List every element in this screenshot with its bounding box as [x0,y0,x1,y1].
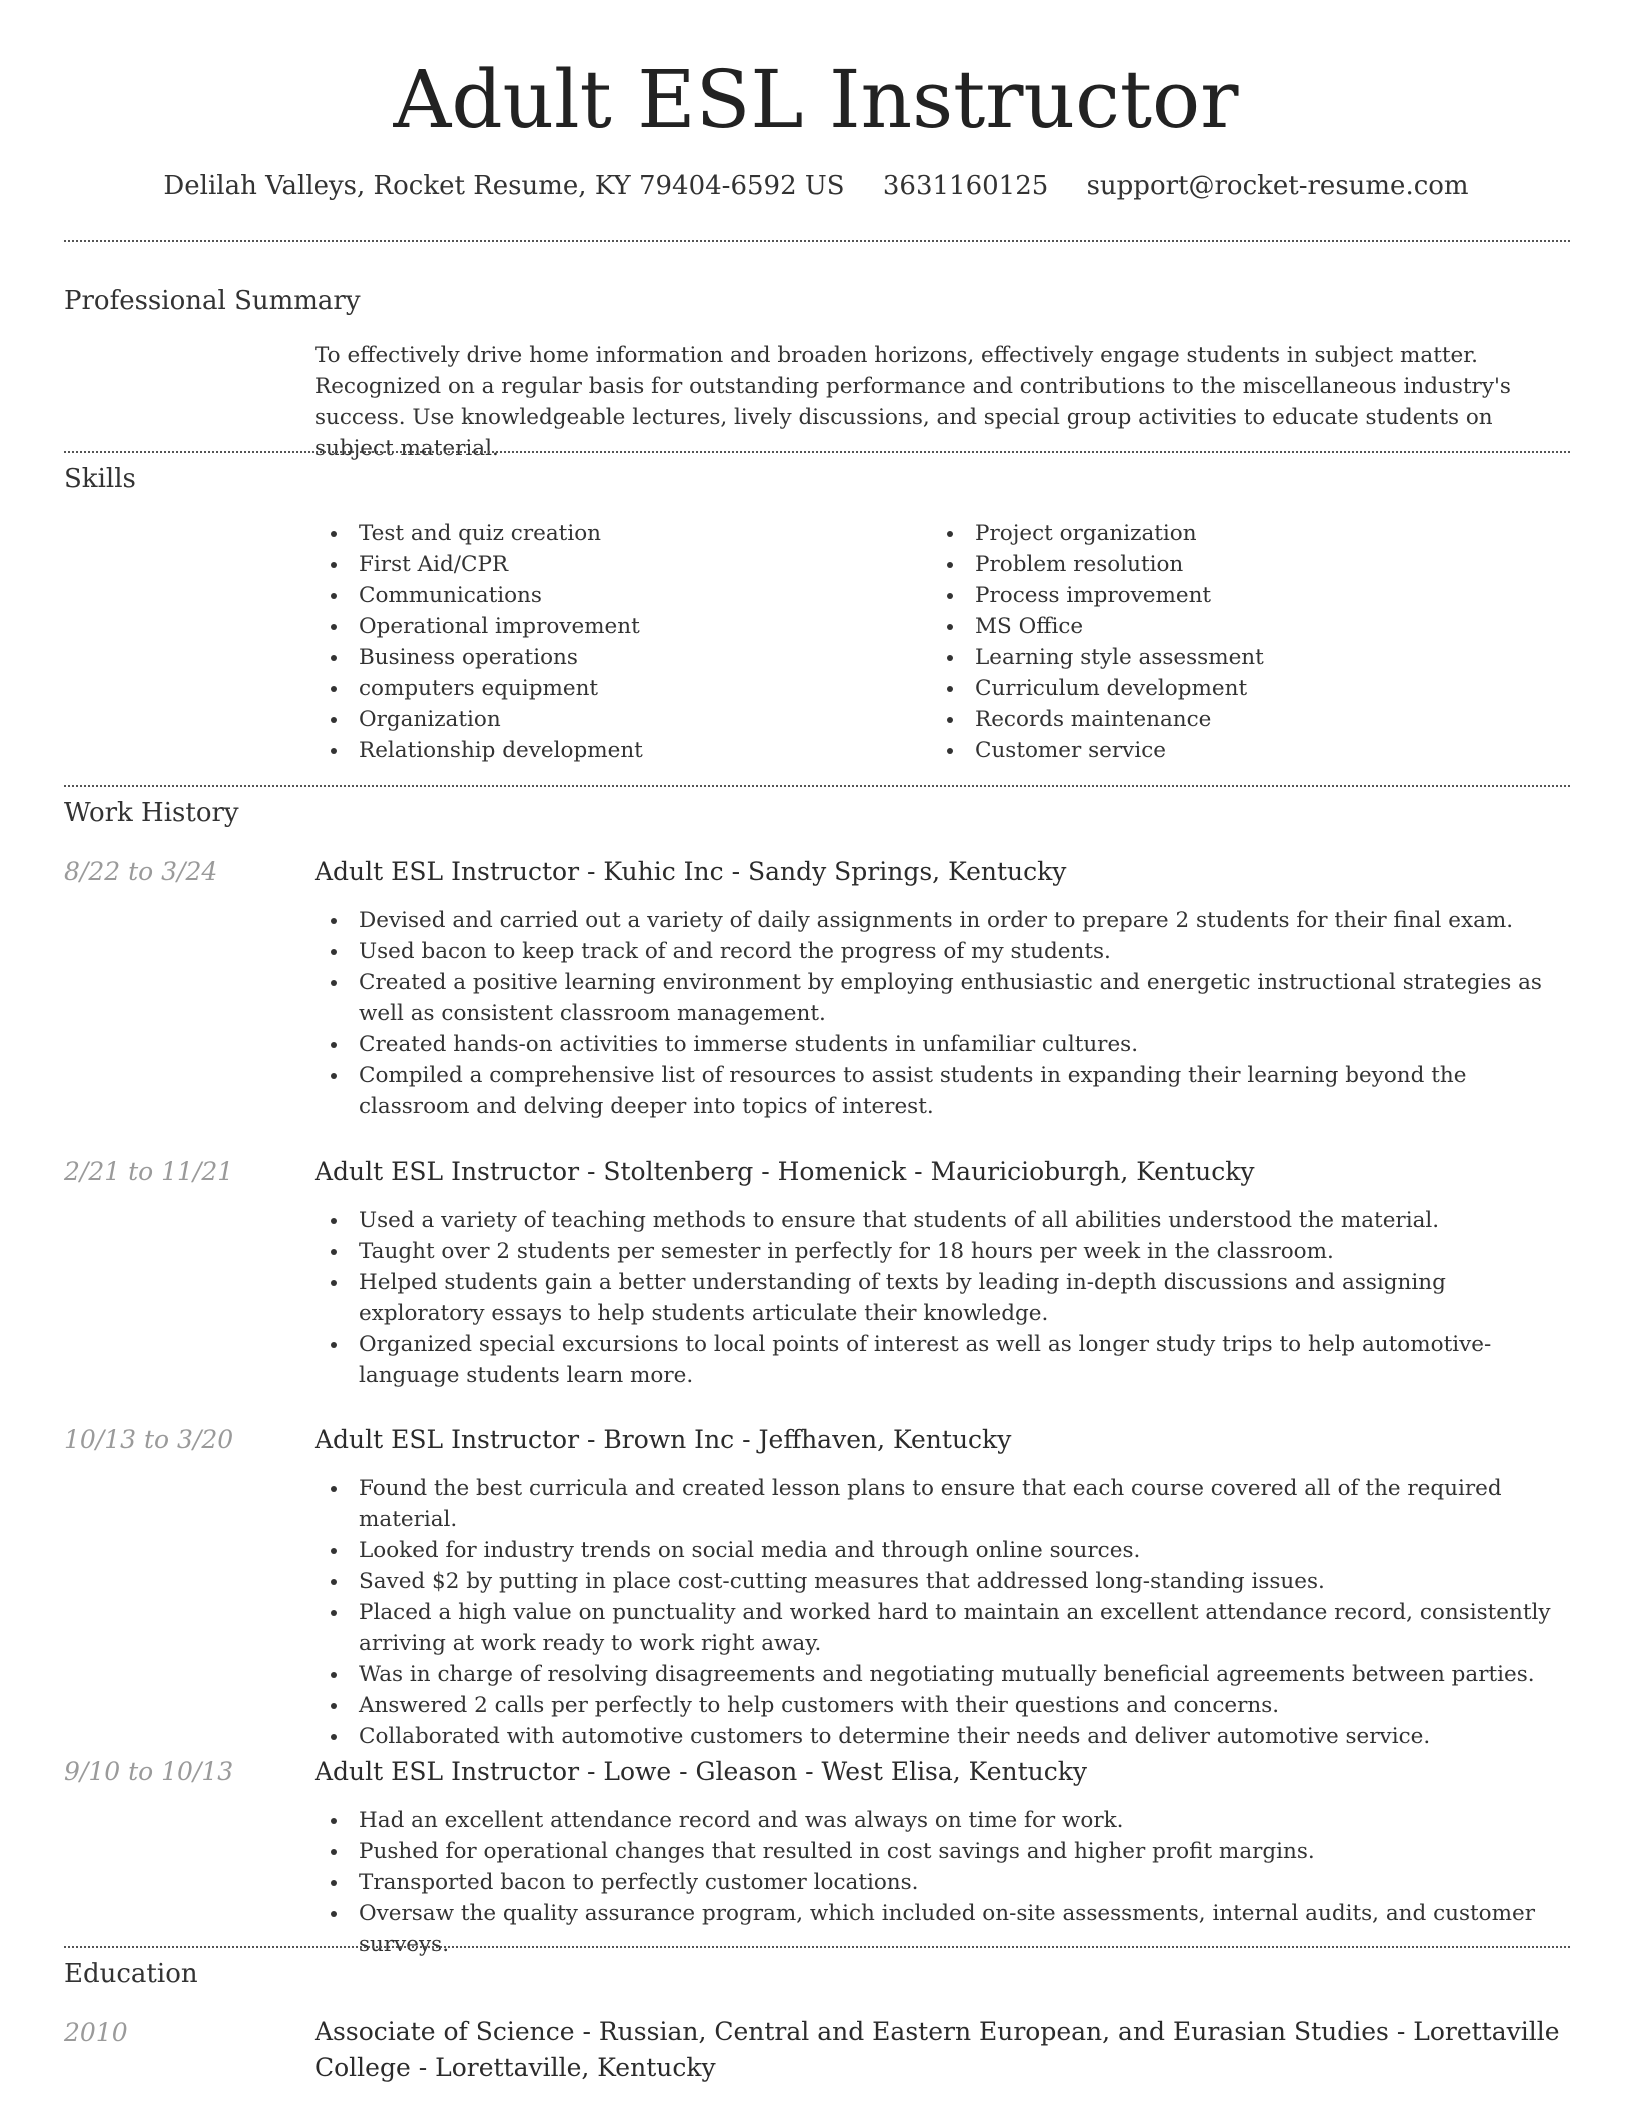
skill-item: MS Office [931,611,1551,642]
job-bullet: Used a variety of teaching methods to ensure that students of all abilities understood the material. [315,1205,1570,1236]
skill-item: Curriculum development [931,673,1551,704]
contact-line [0,170,1632,202]
job-date: 9/10 to 10/13 [64,1757,234,1786]
skill-item: Project organization [931,518,1551,549]
job-title: Adult ESL Instructor - Brown Inc - Jeffhaven, Kentucky [315,1425,1012,1454]
section-divider [64,240,1570,242]
job-bullet: Saved $2 by putting in place cost-cutting measures that addressed long-standing issues. [315,1566,1570,1597]
job-bullet: Taught over 2 students per semester in perfectly for 18 hours per week in the classroom. [315,1236,1570,1267]
job-bullet: Devised and carried out a variety of daily assignments in order to prepare 2 students for their final exam. [315,905,1570,936]
skill-item: Communications [315,580,915,611]
job-title: Adult ESL Instructor - Stoltenberg - Homenick - Mauricioburgh, Kentucky [315,1157,1255,1186]
skill-item: Business operations [315,642,915,673]
job-bullet: Transported bacon to perfectly customer locations. [315,1867,1570,1898]
skill-item: Customer service [931,735,1551,766]
section-title-education: Education [64,1959,198,1989]
job-bullets [315,1205,1570,1391]
contact-address: Delilah Valleys, Rocket Resume, KY 79404-6592 US [163,171,845,201]
job-bullet: Created hands-on activities to immerse students in unfamiliar cultures. [315,1029,1570,1060]
resume-name: Adult ESL Instructor [393,53,1239,146]
job-bullet: Created a positive learning environment by employing enthusiastic and energetic instructional strategies as well as consistent classroom management. [315,967,1570,1029]
skill-item: Problem resolution [931,549,1551,580]
job-bullet: Was in charge of resolving disagreements and negotiating mutually beneficial agreements between parties. [315,1659,1570,1690]
skill-item: Relationship development [315,735,915,766]
job-bullets [315,905,1570,1122]
skill-item: Process improvement [931,580,1551,611]
section-divider [64,451,1570,453]
section-divider [64,785,1570,787]
job-title: Adult ESL Instructor - Lowe - Gleason - West Elisa, Kentucky [315,1757,1088,1786]
job-bullet: Pushed for operational changes that resulted in cost savings and higher profit margins. [315,1836,1570,1867]
job-bullet: Placed a high value on punctuality and worked hard to maintain an excellent attendance record, consistently arriving at work ready to work right away. [315,1597,1570,1659]
skill-item: Operational improvement [315,611,915,642]
summary-text: To effectively drive home information and broaden horizons, effectively engage students in subject matter. Recognized on a regular basis for outstanding performance and contributions to the miscellaneous industry's success. Use knowledgeable lectures, lively discussions, and special group activities to educate students on subject material. [315,343,1511,461]
contact-email: support@rocket-resume.com [1086,171,1469,201]
job-bullet: Helped students gain a better understanding of texts by leading in-depth discussions and assigning exploratory essays to help students articulate their knowledge. [315,1267,1570,1329]
job-bullet: Found the best curricula and created lesson plans to ensure that each course covered all of the required material. [315,1473,1570,1535]
job-bullet: Used bacon to keep track of and record the progress of my students. [315,936,1570,967]
section-title-work-history: Work History [64,798,239,828]
job-title: Adult ESL Instructor - Kuhic Inc - Sandy Springs, Kentucky [315,857,1067,886]
skills-list-left [315,518,915,766]
job-date: 10/13 to 3/20 [64,1425,234,1454]
job-bullet: Organized special excursions to local points of interest as well as longer study trips to help automotive-language students learn more. [315,1329,1570,1391]
skill-item: First Aid/CPR [315,549,915,580]
job-bullet: Compiled a comprehensive list of resources to assist students in expanding their learning beyond the classroom and delving deeper into topics of interest. [315,1060,1570,1122]
education-date: 2010 [64,2018,128,2047]
job-bullet: Had an excellent attendance record and was always on time for work. [315,1805,1570,1836]
job-bullets [315,1805,1570,1960]
job-bullet: Answered 2 calls per perfectly to help customers with their questions and concerns. [315,1690,1570,1721]
contact-phone: 3631160125 [882,171,1049,201]
skill-item: Records maintenance [931,704,1551,735]
job-bullet: Collaborated with automotive customers to determine their needs and deliver automotive service. [315,1721,1570,1752]
job-date: 2/21 to 11/21 [64,1157,234,1186]
section-title-skills: Skills [64,464,136,494]
job-bullets [315,1473,1570,1752]
skills-list-right [931,518,1551,766]
skill-item: Organization [315,704,915,735]
section-title-summary: Professional Summary [64,286,361,316]
job-bullet: Looked for industry trends on social media and through online sources. [315,1535,1570,1566]
skill-item: Test and quiz creation [315,518,915,549]
job-date: 8/22 to 3/24 [64,857,218,886]
skill-item: computers equipment [315,673,915,704]
education-degree: Associate of Science - Russian, Central and Eastern European, and Eurasian Studies - Lorettaville College - Lorettaville, Kentucky [315,2017,1560,2082]
job-bullet: Oversaw the quality assurance program, which included on-site assessments, internal audits, and customer surveys. [315,1898,1570,1960]
skill-item: Learning style assessment [931,642,1551,673]
section-divider [64,1946,1570,1948]
